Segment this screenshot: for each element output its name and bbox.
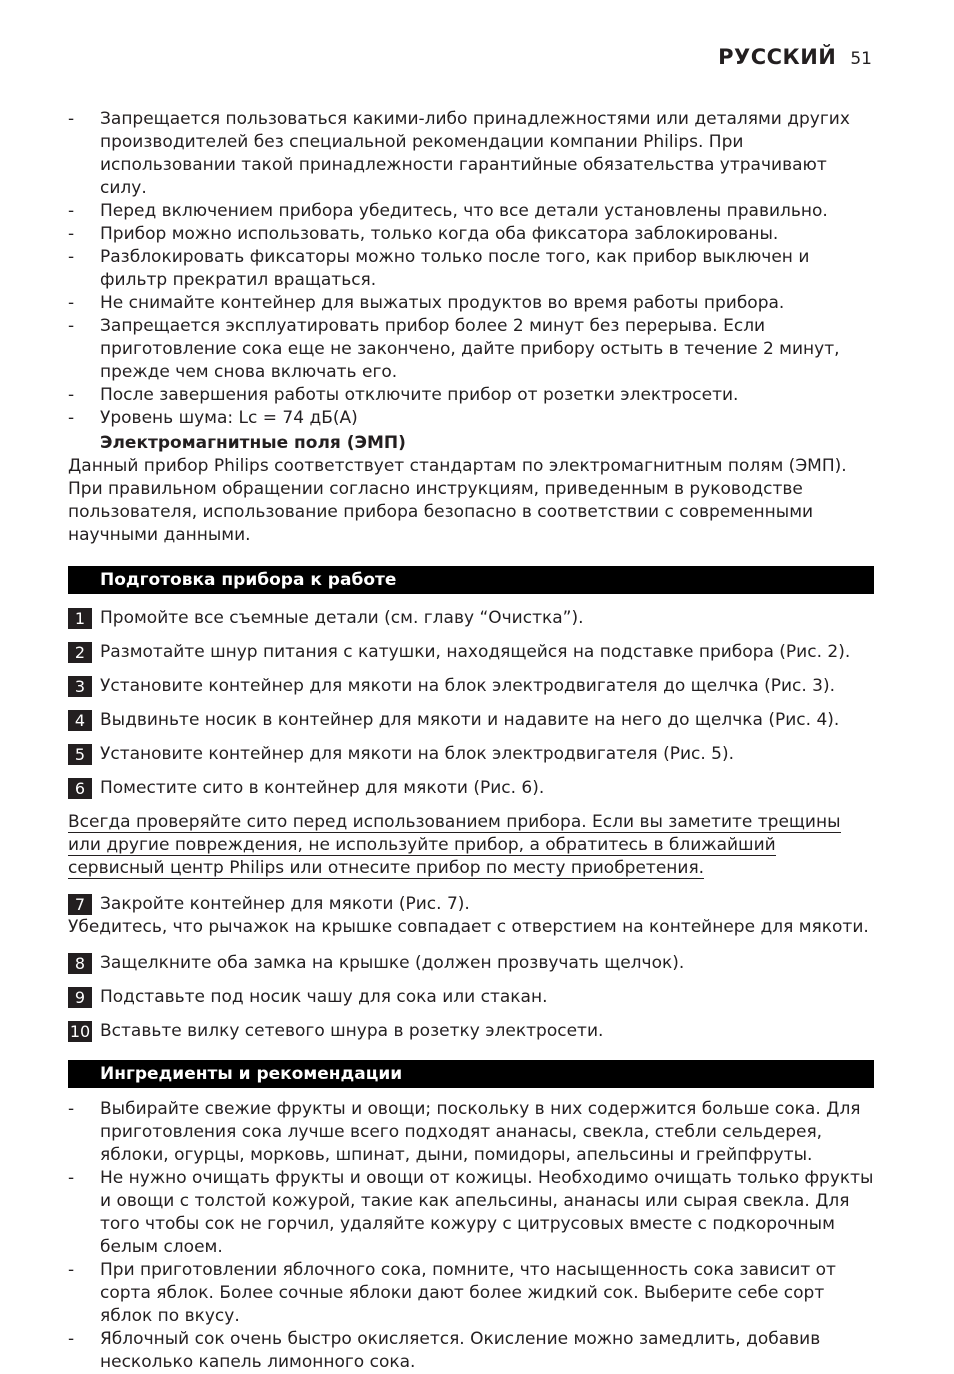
preparation-steps xyxy=(68,607,874,800)
preparation-steps-continued xyxy=(68,893,874,916)
page-header xyxy=(718,46,872,74)
sieve-warning: Всегда проверяйте сито перед использованием прибора. Если вы заметите трещины или другие повреждения, не используйте прибор, а обратитесь в ближайший сервисный центр Philips или отнесите прибор по месту приобретения. xyxy=(68,812,841,878)
step-number: 2 xyxy=(68,642,92,663)
language-label: РУССКИЙ xyxy=(718,45,837,69)
step-item: 6 Поместите сито в контейнер для мякоти (Рис. 6). xyxy=(68,777,874,800)
page-number: 51 xyxy=(850,49,872,69)
list-item: - Прибор можно использовать, только когда оба фиксатора заблокированы. xyxy=(68,224,779,244)
emf-text: Данный прибор Philips соответствует стандартам по электромагнитным полям (ЭМП). При правильном обращении согласно инструкциям, приведенным в руководстве пользователя, использование прибора безопасно в соответствии с современными научными данными. xyxy=(68,456,847,545)
step-number: 9 xyxy=(68,987,92,1008)
list-item: - Запрещается эксплуатировать прибор более 2 минут без перерыва. Если приготовление сока еще не закончено, дайте прибору остыть в течение 2 минут, прежде чем снова включать его. xyxy=(68,316,840,382)
ingredients-list xyxy=(68,1098,874,1374)
step-number: 4 xyxy=(68,710,92,731)
section-bar-preparation: Подготовка прибора к работе xyxy=(68,566,874,594)
step-item: 5 Установите контейнер для мякоти на блок электродвигателя (Рис. 5). xyxy=(68,743,874,766)
step-number: 8 xyxy=(68,953,92,974)
list-item: - После завершения работы отключите прибор от розетки электросети. xyxy=(68,385,739,405)
step-item: 3 Установите контейнер для мякоти на блок электродвигателя до щелчка (Рис. 3). xyxy=(68,675,874,698)
list-item: - Выбирайте свежие фрукты и овощи; поскольку в них содержится больше сока. Для приготовления сока лучше всего подходят ананасы, свекла, стебли сельдерея, яблоки, огурцы, морковь, шпинат, дыни, помидоры, апельсины и грейпфруты. xyxy=(68,1099,861,1165)
page-content xyxy=(68,108,874,1374)
step-number: 1 xyxy=(68,608,92,629)
section-bar-ingredients: Ингредиенты и рекомендации xyxy=(68,1060,874,1088)
step-item: 1 Промойте все съемные детали (см. главу “Очистка”). xyxy=(68,607,874,630)
list-item: - Уровень шума: Lc = 74 дБ(A) xyxy=(68,408,358,428)
preparation-steps-final xyxy=(68,952,874,1043)
step-item: 8 Защелкните оба замка на крышке (должен прозвучать щелчок). xyxy=(68,952,874,975)
list-item: - Не нужно очищать фрукты и овощи от кожицы. Необходимо очищать только фрукты и овощи с толстой кожурой, такие как апельсины, ананасы или сырая свекла. Для того чтобы сок не горчил, удаляйте кожуру с цитрусовых вместе с подкорочным белым слоем. xyxy=(68,1168,874,1257)
safety-list xyxy=(68,108,874,430)
step-number: 7 xyxy=(68,894,92,915)
step-number: 10 xyxy=(69,1022,91,1041)
list-item: - Не снимайте контейнер для выжатых продуктов во время работы прибора. xyxy=(68,293,785,313)
step-item: 10 Вставьте вилку сетевого шнура в розетку электросети. xyxy=(69,1021,604,1041)
step-number: 3 xyxy=(68,676,92,697)
step-note: Убедитесь, что рычажок на крышке совпадает с отверстием на контейнере для мякоти. xyxy=(68,917,869,937)
step-item: 7 Закройте контейнер для мякоти (Рис. 7). xyxy=(68,893,874,916)
list-item: - Яблочный сок очень быстро окисляется. Окисление можно замедлить, добавив несколько капель лимонного сока. xyxy=(68,1329,821,1372)
list-item: - Запрещается пользоваться какими-либо принадлежностями или деталями других производителей без специальной рекомендации компании Philips. При использовании такой принадлежности гарантийные обязательства утрачивают силу. xyxy=(68,109,850,198)
step-number: 6 xyxy=(68,778,92,799)
step-number: 5 xyxy=(68,744,92,765)
list-item: - Разблокировать фиксаторы можно только после того, как прибор выключен и фильтр прекратил вращаться. xyxy=(68,247,810,290)
list-item: - Перед включением прибора убедитесь, что все детали установлены правильно. xyxy=(68,201,828,221)
step-item: 4 Выдвиньте носик в контейнер для мякоти и надавите на него до щелчка (Рис. 4). xyxy=(68,709,874,732)
list-item: - При приготовлении яблочного сока, помните, что насыщенность сока зависит от сорта яблок. Более сочные яблоки дают более жидкий сок. Выберите себе сорт яблок по вкусу. xyxy=(68,1260,836,1326)
step-item: 9 Подставьте под носик чашу для сока или стакан. xyxy=(68,986,874,1009)
step-item: 2 Размотайте шнур питания с катушки, находящейся на подставке прибора (Рис. 2). xyxy=(68,641,874,664)
emf-heading: Электромагнитные поля (ЭМП) xyxy=(100,433,406,453)
